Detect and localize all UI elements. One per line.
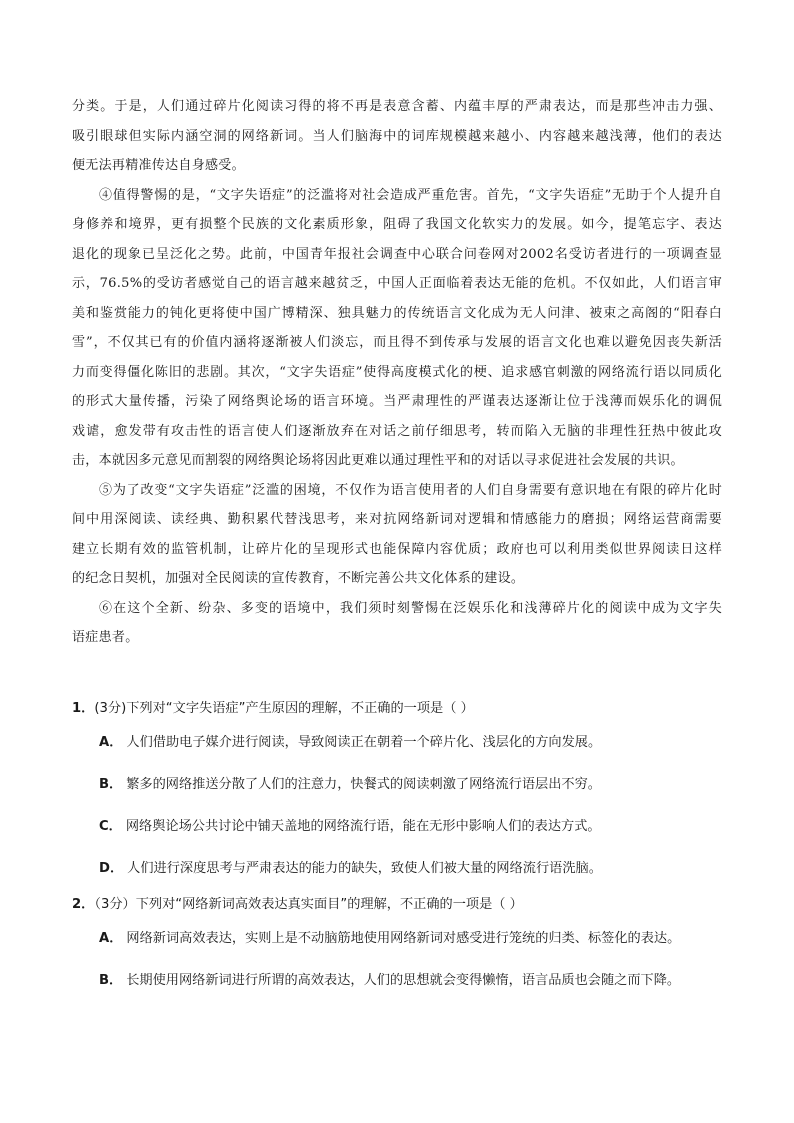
- passage-line: 建立长期有效的监管机制，让碎片化的呈现形式也能保障内容优质；政府也可以利用类似世界阅读日这样: [72, 541, 722, 557]
- option-a: [72, 918, 732, 960]
- option-letter: A．: [99, 931, 123, 946]
- option-letter: B．: [99, 777, 123, 792]
- option-letter: B．: [99, 973, 123, 988]
- question-1-stem: [72, 696, 732, 722]
- passage-line: 击，本就因多元意见而割裂的网络舆论场将因此更难以通过理性平和的对话以寻求促进社会发展的共识。: [72, 453, 684, 468]
- option-a: [72, 722, 732, 764]
- passage-line: 戏谑，愈发带有攻击性的语言使人们逐渐放弃在对话之前仔细思考，转而陷入无脑的非理性狂热中彼此攻: [72, 423, 722, 439]
- question-section: [72, 696, 732, 1002]
- passage-line: 间中用深阅读、读经典、勤积累代替浅思考，来对抗网络新词对逻辑和情感能力的磨损；网络运营商需要: [72, 512, 722, 527]
- passage-line: 力而变得僵化陈旧的悲剧。其次，“文字失语症”使得高度模式化的梗、追求感官刺激的网络流行语以同质化: [72, 364, 722, 380]
- option-text: 人们进行深度思考与严肃表达的能力的缺失，致使人们被大量的网络流行语洗脑。: [127, 861, 602, 876]
- passage-line: 身修养和境界，更有损整个民族的文化素质形象，阻碍了我国文化软实力的发展。如今，提笔忘字、表达: [72, 217, 722, 232]
- question-1: [72, 696, 732, 890]
- option-text: 网络舆论场公共讨论中铺天盖地的网络流行语，能在无形中影响人们的表达方式。: [125, 819, 601, 834]
- option-text: 网络新词高效表达，实则上是不动脑筋地使用网络新词对感受进行笼统的归类、标签化的表达。: [126, 931, 681, 946]
- question-number: 1．: [72, 701, 95, 716]
- passage-line: 美和鉴赏能力的钝化更将使中国广博精深、独具魅力的传统语言文化成为无人问津、被束之高阁的“阳春白: [72, 305, 722, 321]
- question-text: (3分)下列对“文字失语症”产生原因的理解，不正确的一项是（ ）: [94, 701, 474, 716]
- option-text: 长期使用网络新词进行所谓的高效表达，人们的思想就会变得懒惰，语言品质也会随之而下降。: [126, 973, 681, 988]
- option-b: [72, 764, 732, 806]
- paragraph-6-start: ⑥在这个全新、纷杂、多变的语境中，我们须时刻警惕在泛娱乐化和浅薄碎片化的阅读中成为文字失: [99, 600, 722, 616]
- passage-line: 语症患者。: [72, 630, 139, 645]
- option-text: 繁多的网络推送分散了人们的注意力，快餐式的阅读刺激了网络流行语层出不穷。: [126, 777, 601, 792]
- option-b: [72, 960, 732, 1002]
- option-c: [72, 806, 732, 848]
- paragraph-4-start: ④值得警惕的是，“文字失语症”的泛滥将对社会造成严重危害。首先，“文字失语症”无助于个人提升自: [99, 187, 722, 203]
- passage-line: 示，76.5%的受访者感觉自己的语言越来越贫乏，中国人正面临着表达无能的危机。不仅如此，人们语言审: [72, 276, 722, 291]
- question-2-stem: [72, 892, 732, 918]
- passage-line: 分类。于是，人们通过碎片化阅读习得的将不再是表意含蓄、内蕴丰厚的严肃表达，而是那些冲击力强、: [72, 99, 722, 114]
- option-d: [72, 848, 732, 890]
- option-letter: A．: [99, 735, 123, 750]
- option-letter: D．: [99, 861, 124, 876]
- option-text: 人们借助电子媒介进行阅读，导致阅读正在朝着一个碎片化、浅层化的方向发展。: [126, 735, 602, 750]
- question-text: （3分）下列对“网络新词高效表达真实面目”的理解，不正确的一项是（ ）: [94, 897, 523, 912]
- passage-line: 便无法再精准传达自身感受。: [72, 158, 245, 173]
- question-number: 2．: [72, 897, 95, 912]
- paragraph-5-start: ⑤为了改变“文字失语症”泛滥的困境，不仅作为语言使用者的人们自身需要有意识地在有限的碎片化时: [99, 482, 722, 498]
- passage-line: 吸引眼球但实际内涵空洞的网络新词。当人们脑海中的词库规模越来越小、内容越来越浅薄，他们的表达: [72, 128, 722, 144]
- reading-passage: [72, 92, 722, 653]
- passage-line: 退化的现象已呈泛化之势。此前，中国青年报社会调查中心联合问卷网对2002名受访者进行的一项调查显: [72, 246, 722, 262]
- passage-line: 雪”，不仅其已有的价值内涵将逐渐被人们淡忘，而且得不到传承与发展的语言文化也难以避免因丧失新活: [72, 335, 722, 350]
- passage-line: 的纪念日契机，加强对全民阅读的宣传教育，不断完善公共文化体系的建设。: [72, 571, 525, 586]
- question-2: [72, 892, 732, 1002]
- passage-line: 的形式大量传播，污染了网络舆论场的语言环境。当严肃理性的严谨表达逐渐让位于浅薄而娱乐化的调侃: [72, 394, 722, 409]
- option-letter: C．: [99, 819, 122, 834]
